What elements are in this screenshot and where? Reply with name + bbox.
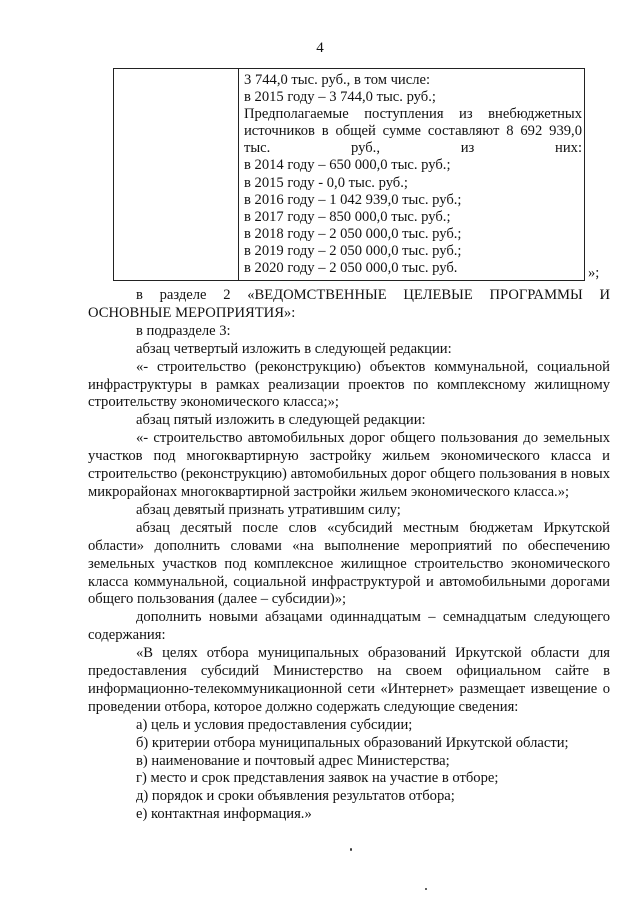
table-line: в 2016 году – 1 042 939,0 тыс. руб.; [244, 191, 462, 208]
table-line: в 2020 году – 2 050 000,0 тыс. руб. [244, 260, 458, 277]
table-funding-cell [244, 72, 582, 277]
section-heading-paragraph: в разделе 2 «ВЕДОМСТВЕННЫЕ ЦЕЛЕВЫЕ ПРОГРАММЫ И ОСНОВНЫЕ МЕРОПРИЯТИЯ»: [88, 287, 610, 321]
table-line: в 2017 году – 850 000,0 тыс. руб.; [244, 208, 451, 225]
paragraph: абзац десятый после слов «субсидий местным бюджетам Иркутской области» дополнить словами «на выполнение мероприятий по обеспечению земельных участков под комплексное жилищное строительство экономического класса коммунальной, социальной инфраструктурой и автомобильными дорогами общего пользования (далее – субсидии)»; [88, 519, 610, 608]
table-closing-quote: »; [588, 265, 600, 281]
paragraph: «В целях отбора муниципальных образований Иркутской области для предоставления субсидий Министерство на своем официальном сайте в информационно-телекоммуникационной сети «Интернет» размещает извещение о проведении отбора, которое должно содержать следующие сведения: [88, 645, 610, 715]
list-item: в) наименование и почтовый адрес Министерства; [136, 752, 450, 769]
paragraph: абзац четвертый изложить в следующей редакции: [136, 340, 452, 357]
list-item: г) место и срок представления заявок на участие в отборе; [136, 770, 499, 787]
paragraph: дополнить новыми абзацами одиннадцатым – семнадцатым следующего содержания: [88, 609, 610, 644]
scan-speck [350, 848, 352, 851]
list-item: а) цель и условия предоставления субсидии; [136, 716, 413, 733]
list-item: б) критерии отбора муниципальных образований Иркутской области; [136, 734, 569, 751]
table-line: в 2018 году – 2 050 000,0 тыс. руб.; [244, 225, 462, 242]
paragraph: «- строительство (реконструкцию) объектов коммунальной, социальной инфраструктуры в рамках реализации проектов по комплексному жилищному строительству экономического класса;»; [88, 358, 610, 411]
table-line: 3 744,0 тыс. руб., в том числе: [244, 72, 431, 88]
budget-table [113, 68, 585, 281]
paragraph: абзац девятый признать утратившим силу; [136, 501, 401, 518]
list-item: д) порядок и сроки объявления результатов отбора; [136, 788, 455, 805]
page-number: 4 [316, 40, 324, 56]
paragraph: в подразделе 3: [136, 322, 231, 339]
table-line: в 2019 году – 2 050 000,0 тыс. руб.; [244, 242, 462, 259]
document-body [88, 287, 610, 824]
table-column-divider [238, 69, 239, 280]
paragraph: абзац пятый изложить в следующей редакции: [136, 412, 426, 429]
list-item: е) контактная информация.» [136, 806, 312, 823]
table-line: в 2015 году - 0,0 тыс. руб.; [244, 174, 408, 191]
paragraph: «- строительство автомобильных дорог общего пользования до земельных участков под многоквартирную застройку жильем экономического класса и строительство (реконструкцию) автомобильных дорог общего пользования в новых микрорайонах многоквартирной застройки жильем экономического класса.»; [88, 430, 610, 500]
table-line: в 2015 году – 3 744,0 тыс. руб.; [244, 89, 436, 106]
scan-speck [425, 888, 427, 890]
table-line: Предполагаемые поступления из внебюджетных источников в общей сумме составляют 8 692 939,0 тыс. руб., из них: [244, 106, 582, 157]
table-line: в 2014 году – 650 000,0 тыс. руб.; [244, 157, 451, 174]
